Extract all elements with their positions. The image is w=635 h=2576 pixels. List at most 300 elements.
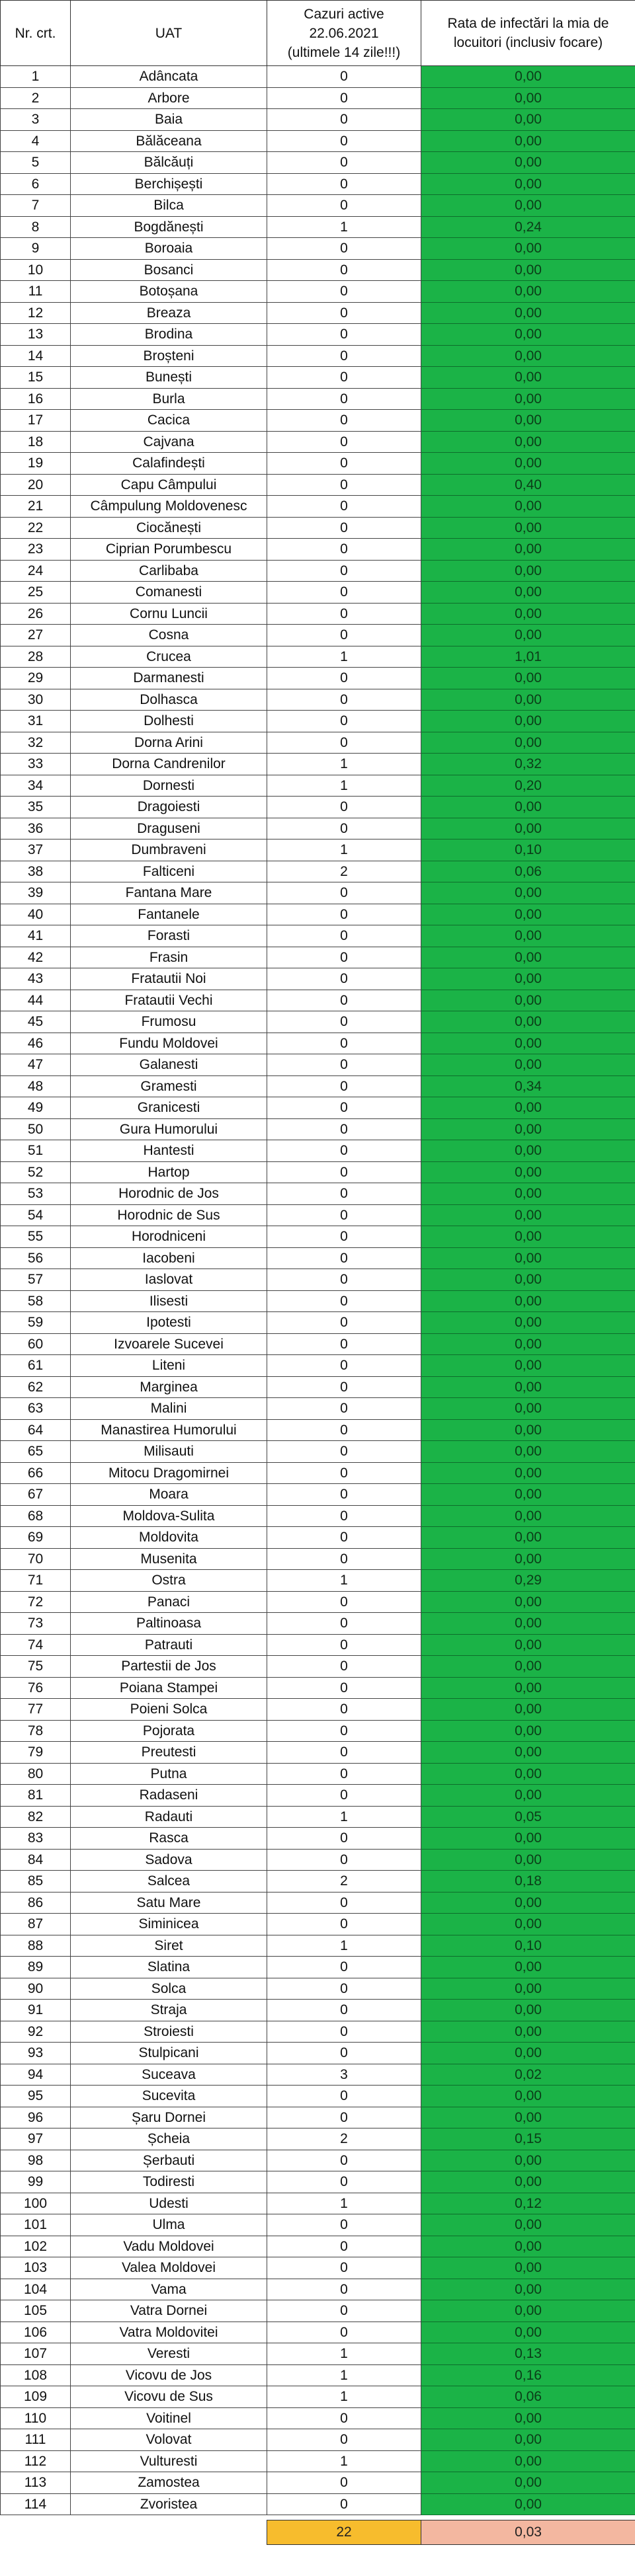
table-row (1, 2493, 635, 2515)
cell-uat: Valea Moldovei (71, 2257, 267, 2279)
table-row (1, 603, 635, 625)
cell-active-cases: 0 (267, 904, 421, 925)
cell-infection-rate: 0,00 (421, 1656, 635, 1678)
table-row (1, 281, 635, 303)
table-row (1, 1204, 635, 1226)
table-row (1, 1871, 635, 1893)
cell-active-cases: 0 (267, 1548, 421, 1570)
cell-uat: Mitocu Dragomirnei (71, 1462, 267, 1484)
cell-infection-rate: 0,00 (421, 1140, 635, 1162)
cell-infection-rate: 0,00 (421, 1247, 635, 1269)
table-row (1, 238, 635, 260)
cell-active-cases: 0 (267, 2407, 421, 2429)
table-row (1, 152, 635, 174)
table-row (1, 1054, 635, 1076)
cell-active-cases: 0 (267, 2000, 421, 2021)
cell-uat: Volovat (71, 2429, 267, 2451)
cell-active-cases: 0 (267, 1849, 421, 1871)
table-row (1, 1011, 635, 1033)
cell-infection-rate: 0,00 (421, 925, 635, 947)
cell-active-cases: 0 (267, 1677, 421, 1699)
table-row (1, 1892, 635, 1914)
cell-infection-rate: 0,00 (421, 1548, 635, 1570)
cell-nr: 37 (1, 839, 71, 861)
cell-uat: Dornesti (71, 775, 267, 797)
cell-infection-rate: 0,00 (421, 1677, 635, 1699)
cell-active-cases: 0 (267, 1376, 421, 1398)
cell-active-cases: 0 (267, 1161, 421, 1183)
cell-nr: 56 (1, 1247, 71, 1269)
cell-nr: 109 (1, 2386, 71, 2408)
cell-infection-rate: 0,00 (421, 1161, 635, 1183)
cell-active-cases: 0 (267, 324, 421, 346)
table-row (1, 1935, 635, 1957)
cell-infection-rate: 0,00 (421, 388, 635, 410)
cell-nr: 83 (1, 1828, 71, 1850)
cell-uat: Liteni (71, 1355, 267, 1377)
cell-infection-rate: 0,00 (421, 1634, 635, 1656)
cell-nr: 84 (1, 1849, 71, 1871)
cell-active-cases: 0 (267, 732, 421, 754)
cell-infection-rate: 0,00 (421, 1204, 635, 1226)
cell-nr: 17 (1, 410, 71, 432)
cell-uat: Musenita (71, 1548, 267, 1570)
cell-uat: Crucea (71, 646, 267, 668)
cell-nr: 96 (1, 2107, 71, 2128)
cell-active-cases: 0 (267, 818, 421, 839)
table-row (1, 1527, 635, 1549)
cell-uat: Paltinoasa (71, 1613, 267, 1635)
cell-infection-rate: 0,00 (421, 2107, 635, 2128)
cell-nr: 20 (1, 474, 71, 496)
cell-uat: Carlibaba (71, 560, 267, 582)
table-row (1, 1312, 635, 1334)
cell-infection-rate: 1,01 (421, 646, 635, 668)
cell-infection-rate: 0,00 (421, 2257, 635, 2279)
cell-active-cases: 1 (267, 2193, 421, 2214)
cell-nr: 70 (1, 1548, 71, 1570)
cell-active-cases: 0 (267, 1484, 421, 1506)
cell-uat: Horodniceni (71, 1226, 267, 1248)
cell-active-cases: 0 (267, 1226, 421, 1248)
cell-active-cases: 0 (267, 2107, 421, 2128)
cell-uat: Broșteni (71, 345, 267, 367)
cell-nr: 59 (1, 1312, 71, 1334)
table-row (1, 496, 635, 518)
cell-active-cases: 0 (267, 517, 421, 539)
table-row (1, 1742, 635, 1764)
cell-infection-rate: 0,00 (421, 947, 635, 968)
cell-infection-rate: 0,00 (421, 302, 635, 324)
cell-nr: 5 (1, 152, 71, 174)
table-row (1, 1183, 635, 1205)
cell-infection-rate: 0,00 (421, 2472, 635, 2494)
table-row (1, 109, 635, 131)
table-row (1, 1441, 635, 1463)
cell-uat: Vadu Moldovei (71, 2236, 267, 2257)
cell-active-cases: 0 (267, 1398, 421, 1420)
cell-active-cases: 1 (267, 646, 421, 668)
cell-nr: 106 (1, 2322, 71, 2343)
table-row (1, 367, 635, 389)
cell-infection-rate: 0,00 (421, 2043, 635, 2064)
cell-uat: Bălcăuți (71, 152, 267, 174)
cell-uat: Vama (71, 2279, 267, 2300)
table-row (1, 388, 635, 410)
cell-nr: 45 (1, 1011, 71, 1033)
cell-uat: Bogdănești (71, 216, 267, 238)
table-row (1, 1376, 635, 1398)
cell-nr: 1 (1, 66, 71, 88)
cell-infection-rate: 0,00 (421, 732, 635, 754)
cell-infection-rate: 0,34 (421, 1075, 635, 1097)
table-row (1, 2407, 635, 2429)
cell-uat: Horodnic de Sus (71, 1204, 267, 1226)
cell-nr: 89 (1, 1957, 71, 1978)
cell-infection-rate: 0,00 (421, 1957, 635, 1978)
table-row (1, 1333, 635, 1355)
cell-active-cases: 0 (267, 1118, 421, 1140)
cell-active-cases: 0 (267, 1140, 421, 1162)
cell-nr: 68 (1, 1505, 71, 1527)
cell-nr: 57 (1, 1269, 71, 1291)
cell-active-cases: 0 (267, 625, 421, 646)
cell-active-cases: 0 (267, 1419, 421, 1441)
cell-infection-rate: 0,00 (421, 1355, 635, 1377)
cell-uat: Veresti (71, 2343, 267, 2365)
cell-uat: Dolhesti (71, 711, 267, 732)
table-row (1, 1785, 635, 1807)
cell-active-cases: 0 (267, 281, 421, 303)
cell-active-cases: 0 (267, 410, 421, 432)
cell-nr: 44 (1, 990, 71, 1011)
cell-infection-rate: 0,00 (421, 1054, 635, 1076)
table-row (1, 2086, 635, 2107)
cell-active-cases: 0 (267, 87, 421, 109)
cell-uat: Dorna Arini (71, 732, 267, 754)
table-row (1, 2171, 635, 2193)
total-rate-cell: 0,03 (421, 2520, 635, 2545)
cell-uat: Panaci (71, 1591, 267, 1613)
cell-nr: 65 (1, 1441, 71, 1463)
cell-nr: 58 (1, 1290, 71, 1312)
table-row (1, 517, 635, 539)
table-row (1, 990, 635, 1011)
cell-uat: Bosanci (71, 259, 267, 281)
cell-nr: 90 (1, 1978, 71, 2000)
cell-uat: Dolhasca (71, 689, 267, 711)
table-row (1, 1118, 635, 1140)
cell-uat: Moldovita (71, 1527, 267, 1549)
cell-uat: Vulturesti (71, 2450, 267, 2472)
cell-infection-rate: 0,00 (421, 1527, 635, 1549)
cell-uat: Sadova (71, 1849, 267, 1871)
cell-active-cases: 0 (267, 2043, 421, 2064)
cell-infection-rate: 0,00 (421, 496, 635, 518)
cell-nr: 82 (1, 1806, 71, 1828)
cell-uat: Ostra (71, 1570, 267, 1592)
cell-nr: 69 (1, 1527, 71, 1549)
cell-infection-rate: 0,00 (421, 259, 635, 281)
cell-nr: 63 (1, 1398, 71, 1420)
cell-active-cases: 0 (267, 1462, 421, 1484)
cell-infection-rate: 0,00 (421, 2236, 635, 2257)
cell-nr: 94 (1, 2064, 71, 2086)
cell-nr: 108 (1, 2364, 71, 2386)
cell-uat: Cacica (71, 410, 267, 432)
table-row (1, 2128, 635, 2150)
table-header (1, 1, 635, 66)
cell-nr: 30 (1, 689, 71, 711)
cell-active-cases: 0 (267, 1054, 421, 1076)
cell-active-cases: 2 (267, 861, 421, 882)
cell-uat: Fratautii Noi (71, 968, 267, 990)
table-row (1, 1828, 635, 1850)
table-row (1, 1634, 635, 1656)
table-row (1, 1763, 635, 1785)
table-row (1, 1699, 635, 1721)
table-body (1, 66, 635, 2515)
cell-uat: Suceava (71, 2064, 267, 2086)
cell-uat: Hantesti (71, 1140, 267, 1162)
cell-infection-rate: 0,00 (421, 968, 635, 990)
cell-infection-rate: 0,00 (421, 281, 635, 303)
cell-uat: Hartop (71, 1161, 267, 1183)
cell-active-cases: 0 (267, 1656, 421, 1678)
cell-infection-rate: 0,00 (421, 1742, 635, 1764)
table-row (1, 2043, 635, 2064)
table-footer (1, 2515, 635, 2545)
header-cases (267, 1, 421, 66)
cell-nr: 12 (1, 302, 71, 324)
cell-nr: 27 (1, 625, 71, 646)
cell-active-cases: 0 (267, 1505, 421, 1527)
cell-infection-rate: 0,00 (421, 797, 635, 818)
cell-nr: 15 (1, 367, 71, 389)
table-row (1, 1656, 635, 1678)
cell-nr: 29 (1, 668, 71, 689)
table-row (1, 1505, 635, 1527)
cell-uat: Marginea (71, 1376, 267, 1398)
cell-active-cases: 0 (267, 947, 421, 968)
cell-active-cases: 1 (267, 2364, 421, 2386)
table-row (1, 2150, 635, 2171)
cell-infection-rate: 0,05 (421, 1806, 635, 1828)
cell-active-cases: 0 (267, 539, 421, 561)
table-row (1, 1033, 635, 1054)
table-row (1, 1161, 635, 1183)
header-rate (421, 1, 635, 66)
cell-infection-rate: 0,00 (421, 1699, 635, 1721)
cell-active-cases: 0 (267, 1011, 421, 1033)
cell-uat: Bunești (71, 367, 267, 389)
table-row (1, 1978, 635, 2000)
cell-nr: 79 (1, 1742, 71, 1764)
cell-infection-rate: 0,00 (421, 990, 635, 1011)
cell-uat: Moara (71, 1484, 267, 1506)
table-row (1, 2257, 635, 2279)
cell-nr: 91 (1, 2000, 71, 2021)
table-row (1, 539, 635, 561)
cell-active-cases: 0 (267, 431, 421, 453)
table-row (1, 1613, 635, 1635)
cell-active-cases: 0 (267, 302, 421, 324)
cell-active-cases: 0 (267, 560, 421, 582)
totals-empty-uat (71, 2520, 267, 2545)
cell-infection-rate: 0,10 (421, 839, 635, 861)
cell-infection-rate: 0,00 (421, 1591, 635, 1613)
header-cases-line3: (ultimele 14 zile!!!) (287, 44, 401, 60)
cell-infection-rate: 0,00 (421, 818, 635, 839)
cell-uat: Straja (71, 2000, 267, 2021)
cell-active-cases: 1 (267, 754, 421, 775)
cell-nr: 50 (1, 1118, 71, 1140)
cell-active-cases: 0 (267, 1183, 421, 1205)
cell-nr: 93 (1, 2043, 71, 2064)
cell-uat: Bălăceana (71, 130, 267, 152)
cell-nr: 11 (1, 281, 71, 303)
table-row (1, 882, 635, 904)
cell-uat: Patrauti (71, 1634, 267, 1656)
cell-uat: Frumosu (71, 1011, 267, 1033)
cell-uat: Milisauti (71, 1441, 267, 1463)
cell-infection-rate: 0,10 (421, 1935, 635, 1957)
cell-nr: 64 (1, 1419, 71, 1441)
cell-nr: 85 (1, 1871, 71, 1893)
cell-infection-rate: 0,00 (421, 152, 635, 174)
cell-uat: Gura Humorului (71, 1118, 267, 1140)
cell-nr: 21 (1, 496, 71, 518)
cell-nr: 4 (1, 130, 71, 152)
header-uat (71, 1, 267, 66)
cell-uat: Dorna Candrenilor (71, 754, 267, 775)
cell-infection-rate: 0,00 (421, 345, 635, 367)
table-row (1, 560, 635, 582)
cell-uat: Moldova-Sulita (71, 1505, 267, 1527)
cell-infection-rate: 0,00 (421, 1419, 635, 1441)
cell-nr: 112 (1, 2450, 71, 2472)
cell-nr: 7 (1, 195, 71, 217)
table-row (1, 904, 635, 925)
cell-infection-rate: 0,00 (421, 1183, 635, 1205)
cell-nr: 95 (1, 2086, 71, 2107)
cell-infection-rate: 0,40 (421, 474, 635, 496)
cell-active-cases: 0 (267, 238, 421, 260)
cell-uat: Preutesti (71, 1742, 267, 1764)
cell-active-cases: 0 (267, 2429, 421, 2451)
table-row (1, 345, 635, 367)
table-row (1, 1677, 635, 1699)
cell-nr: 54 (1, 1204, 71, 1226)
cell-nr: 102 (1, 2236, 71, 2257)
table-row (1, 1806, 635, 1828)
cell-infection-rate: 0,00 (421, 2086, 635, 2107)
cell-active-cases: 0 (267, 453, 421, 475)
header-nr-label: Nr. crt. (15, 25, 56, 41)
table-row (1, 582, 635, 604)
table-row (1, 1720, 635, 1742)
cell-active-cases: 0 (267, 173, 421, 195)
cell-uat: Slatina (71, 1957, 267, 1978)
cell-active-cases: 0 (267, 345, 421, 367)
cell-uat: Șcheia (71, 2128, 267, 2150)
cell-active-cases: 0 (267, 1742, 421, 1764)
cell-infection-rate: 0,00 (421, 882, 635, 904)
cell-uat: Iacobeni (71, 1247, 267, 1269)
cell-uat: Șerbauti (71, 2150, 267, 2171)
cell-infection-rate: 0,00 (421, 1849, 635, 1871)
cell-infection-rate: 0,00 (421, 625, 635, 646)
cell-infection-rate: 0,00 (421, 1484, 635, 1506)
cell-nr: 52 (1, 1161, 71, 1183)
cell-infection-rate: 0,00 (421, 1892, 635, 1914)
cell-nr: 98 (1, 2150, 71, 2171)
cell-nr: 53 (1, 1183, 71, 1205)
cell-nr: 46 (1, 1033, 71, 1054)
table-row (1, 711, 635, 732)
cell-active-cases: 0 (267, 1613, 421, 1635)
table-row (1, 1140, 635, 1162)
table-row (1, 1548, 635, 1570)
cell-infection-rate: 0,32 (421, 754, 635, 775)
cell-infection-rate: 0,00 (421, 1720, 635, 1742)
cell-uat: Putna (71, 1763, 267, 1785)
cell-active-cases: 0 (267, 1033, 421, 1054)
table-row (1, 689, 635, 711)
cell-active-cases: 1 (267, 216, 421, 238)
cell-uat: Ilisesti (71, 1290, 267, 1312)
cell-infection-rate: 0,00 (421, 2000, 635, 2021)
cell-uat: Iaslovat (71, 1269, 267, 1291)
table-row (1, 925, 635, 947)
cell-nr: 23 (1, 539, 71, 561)
cell-nr: 18 (1, 431, 71, 453)
cell-nr: 14 (1, 345, 71, 367)
cell-active-cases: 0 (267, 1441, 421, 1463)
table-row (1, 1247, 635, 1269)
cell-active-cases: 0 (267, 925, 421, 947)
cell-infection-rate: 0,00 (421, 87, 635, 109)
cell-nr: 48 (1, 1075, 71, 1097)
cell-nr: 35 (1, 797, 71, 818)
cell-nr: 103 (1, 2257, 71, 2279)
cell-infection-rate: 0,02 (421, 2064, 635, 2086)
cell-infection-rate: 0,00 (421, 539, 635, 561)
cell-infection-rate: 0,00 (421, 517, 635, 539)
cell-active-cases: 0 (267, 2021, 421, 2043)
cell-active-cases: 0 (267, 152, 421, 174)
table-row (1, 797, 635, 818)
table-row (1, 947, 635, 968)
cell-infection-rate: 0,00 (421, 1097, 635, 1119)
cell-active-cases: 0 (267, 1634, 421, 1656)
cell-uat: Vatra Dornei (71, 2300, 267, 2322)
cell-uat: Fundu Moldovei (71, 1033, 267, 1054)
cell-uat: Malini (71, 1398, 267, 1420)
cell-infection-rate: 0,00 (421, 582, 635, 604)
cell-active-cases: 0 (267, 689, 421, 711)
cell-uat: Frasin (71, 947, 267, 968)
cell-infection-rate: 0,00 (421, 2214, 635, 2236)
cell-infection-rate: 0,00 (421, 2429, 635, 2451)
table-row (1, 646, 635, 668)
cell-nr: 2 (1, 87, 71, 109)
cell-active-cases: 2 (267, 1871, 421, 1893)
cell-nr: 40 (1, 904, 71, 925)
cell-uat: Horodnic de Jos (71, 1183, 267, 1205)
cell-nr: 77 (1, 1699, 71, 1721)
cell-active-cases: 0 (267, 367, 421, 389)
